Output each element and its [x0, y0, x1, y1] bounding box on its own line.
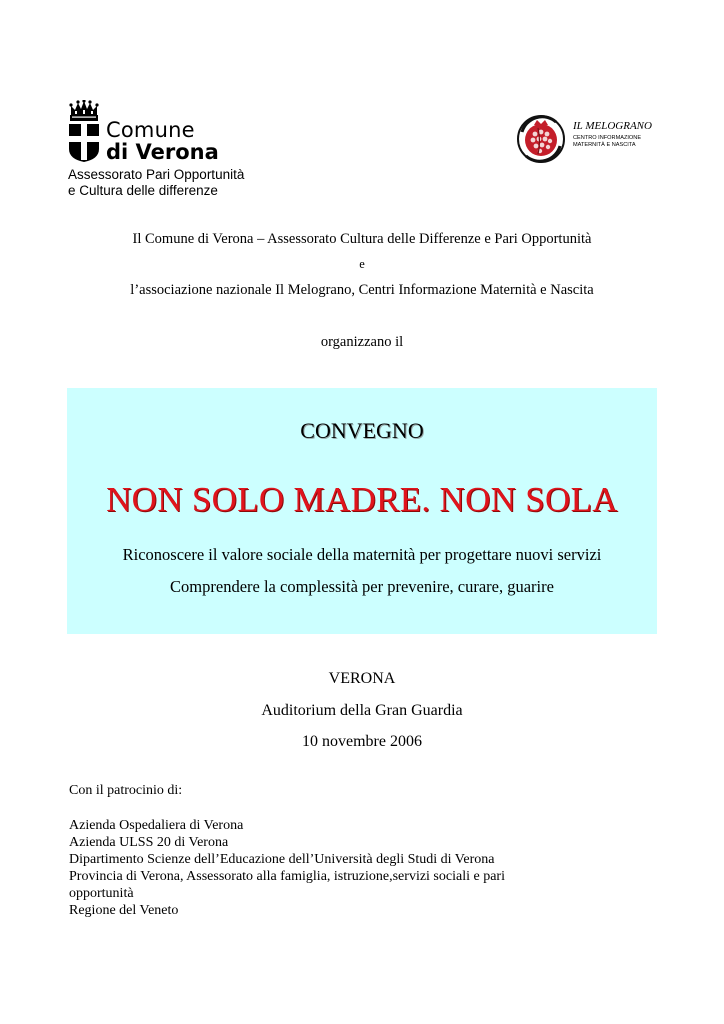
melograno-subtitle-line1: CENTRO INFORMAZIONE [573, 135, 642, 141]
pomegranate-icon [516, 114, 566, 164]
patronage-item: Provincia di Verona, Assessorato alla famiglia, istruzione,servizi sociali e pari [69, 869, 505, 884]
event-city: VERONA [328, 670, 396, 687]
patronage-item: Azienda ULSS 20 di Verona [69, 835, 229, 850]
melograno-title: IL MELOGRANO [573, 120, 652, 132]
patronage-item: Azienda Ospedaliera di Verona [69, 818, 244, 833]
conference-title: NON SOLO MADRE. NON SOLA [106, 480, 618, 519]
comune-name-line1: Comune [106, 118, 195, 142]
melograno-subtitle-line2: MATERNITÀ E NASCITA [573, 142, 636, 148]
conference-subtitle-1: Riconoscere il valore sociale della maternità per progettare nuovi servizi [122, 545, 602, 564]
patronage-item: Dipartimento Scienze dell’Educazione dell’Università degli Studi di Verona [69, 852, 495, 867]
patronage-item: Regione del Veneto [69, 903, 179, 918]
conference-label: CONVEGNO [300, 418, 424, 443]
patronage-heading: Con il patrocinio di: [69, 783, 183, 798]
crown-icon [69, 100, 99, 122]
conference-subtitle-2: Comprendere la complessità per prevenire, curare, guarire [170, 577, 554, 596]
event-date: 10 novembre 2006 [302, 733, 422, 750]
patronage-item: opportunità [69, 886, 134, 901]
organizers-conjunction: e [359, 257, 365, 271]
organize-label: organizzano il [320, 334, 404, 350]
organizers-line1: Il Comune di Verona – Assessorato Cultura delle Differenze e Pari Opportunità [132, 231, 592, 247]
organizers-line2: l’associazione nazionale Il Melograno, Centri Informazione Maternità e Nascita [130, 282, 594, 298]
event-venue: Auditorium della Gran Guardia [261, 702, 463, 719]
assessorato-line2: e Cultura delle differenze [68, 183, 218, 198]
assessorato-label [68, 167, 244, 199]
comune-name [106, 120, 219, 163]
patronage-list [69, 817, 505, 919]
melograno-subtitle [573, 135, 641, 149]
comune-name-line2: di Verona [106, 140, 219, 164]
il-melograno-logo [516, 114, 661, 166]
cross-shield-icon [68, 123, 100, 163]
assessorato-line1: Assessorato Pari Opportunità [68, 167, 245, 182]
conference-banner [67, 388, 657, 634]
